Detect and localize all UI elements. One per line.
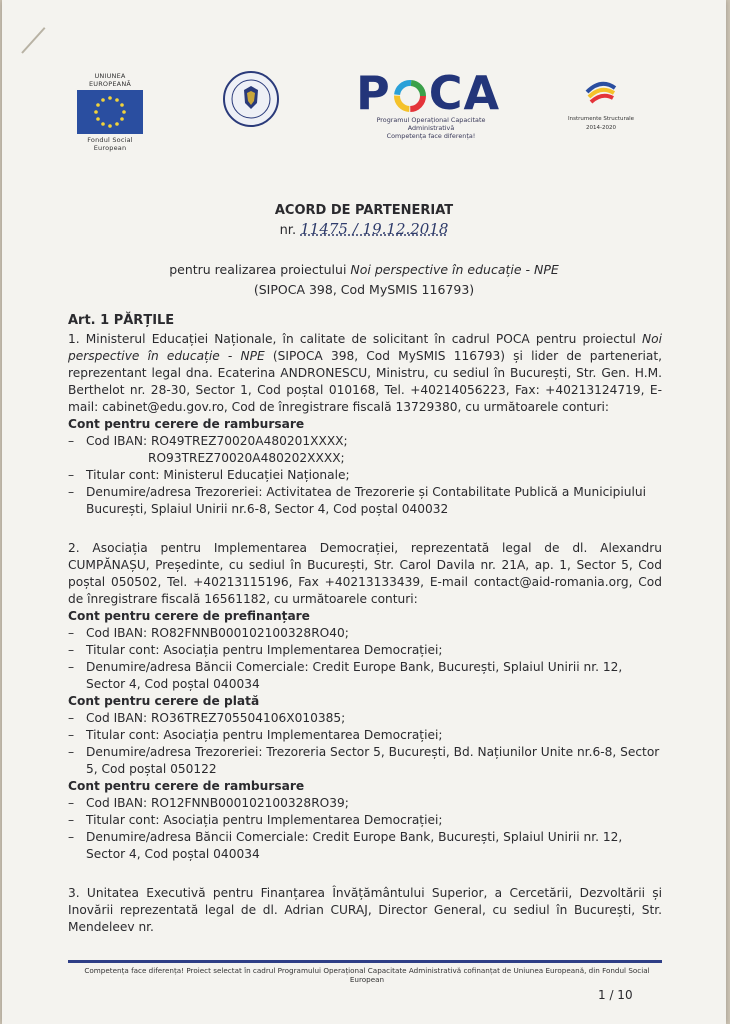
party-2-account-3-holder: – Titular cont: Asociația pentru Implementarea Democrației;	[68, 812, 662, 829]
document-body	[68, 312, 662, 936]
poca-logo	[356, 66, 506, 140]
party-1-treasury: – Denumire/adresa Trezoreriei: Activitatea de Trezorerie și Contabilitate Publică a Municipiului București, Splaiul Unirii nr.6-8, Sector 4, Cod poștal 040032	[68, 484, 662, 518]
party-3-intro: 3. Unitatea Executivă pentru Finanțarea Învățământului Superior, a Cercetării, Dezvoltării și Inovării reprezentată legal de dl. Adrian CURAJ, Director General, cu sediul în București, Str. Mendeleev nr.	[68, 886, 662, 934]
poca-subtitle: Programul Operațional Capacitate Administrativă	[376, 116, 486, 132]
party-1-iban-2: RO93TREZ70020A480202XXXX;	[148, 451, 345, 465]
document-number	[2, 220, 726, 238]
page-number: 1 / 10	[598, 988, 633, 1002]
party-2-account-2-holder: – Titular cont: Asociația pentru Implementarea Democrației;	[68, 727, 662, 744]
structural-instruments-years: 2014-2020	[586, 125, 616, 131]
project-codes: (SIPOCA 398, Cod MySMIS 116793)	[253, 282, 475, 297]
poca-letter-p: P	[356, 66, 391, 120]
party-1-intro-a: 1. Ministerul Educației Naționale, în calitate de solicitant în cadrul POCA pentru proiectul	[68, 332, 643, 346]
poca-ring-icon	[392, 75, 428, 111]
party-2-intro: 2. Asociația pentru Implementarea Democrației, reprezentată legal de dl. Alexandru CUMPĂNAȘU, Președinte, cu sediul în București, Str. Carol Davila nr. 21A, ap. 1, Sector 5, Cod poștal 050502, Tel. +40213115196, Fax +40213133439, E-mail contact@aid-romania.org, Cod de înregistrare fiscală 16561182, cu următoarele conturi:	[68, 541, 662, 606]
number-label: nr.	[279, 223, 297, 238]
eu-logo-caption: Fondul Social European	[87, 136, 133, 152]
structural-instruments-logo	[568, 70, 634, 136]
government-seal-icon	[222, 70, 280, 128]
staple-mark	[21, 27, 45, 54]
handwritten-number-date: 11475 / 19.12.2018	[300, 220, 449, 238]
party-2-account-3-heading: Cont pentru cerere de rambursare	[68, 779, 305, 793]
party-2-account-1-heading: Cont pentru cerere de prefinanțare	[68, 609, 310, 623]
footer-text: Competența face diferența! Proiect selectat în cadrul Programului Operațional Capacitate Administrativă cofinanțat de Uniunea Europeană, din Fondul Social European	[84, 966, 650, 984]
party-2-account-3-iban: – Cod IBAN: RO12FNNB000102100328RO39;	[68, 795, 662, 812]
structural-instruments-caption: Instrumente Structurale	[568, 116, 634, 122]
party-1-iban-1: – Cod IBAN: RO49TREZ70020A480201XXXX;	[68, 433, 662, 450]
party-1-intro-b: (SIPOCA 398, Cod MySMIS 116793) și lider de parteneriat, reprezentant legal dna. Ecaterina ANDRONESCU, Ministru, cu sediul în București, Str. Gen. H.M. Berthelot nr. 28-30, Sector 1, Cod poștal 010168, Tel. +40214056223, Fax: +40213124719, E-mail: cabinet@edu.gov.ro, Cod de înregistrare fiscală 13729380, cu următoarele conturi:	[68, 349, 662, 414]
party-2-account-2-treasury: – Denumire/adresa Trezoreriei: Trezoreria Sector 5, București, Bd. Națiunilor Unite nr.6-8, Sector 5, Cod poștal 050122	[68, 744, 662, 778]
party-2-account-3-bank: – Denumire/adresa Băncii Comerciale: Credit Europe Bank, București, Splaiul Unirii nr. 12, Sector 4, Cod poștal 040034	[68, 829, 662, 863]
party-1-holder: – Titular cont: Ministerul Educației Naționale;	[68, 467, 662, 484]
eu-flag-icon	[77, 90, 143, 134]
document-page	[2, 0, 726, 1024]
poca-wordmark	[356, 66, 506, 120]
footer-divider	[68, 960, 662, 963]
party-2-account-2-iban: – Cod IBAN: RO36TREZ705504106X010385;	[68, 710, 662, 727]
party-1-project: Noi perspective în educație - NPE	[68, 332, 662, 363]
article-heading: Art. 1 PĂRȚILE	[68, 313, 175, 328]
party-2-account-2-heading: Cont pentru cerere de plată	[68, 694, 260, 708]
eu-logo-title: UNIUNEA EUROPEANĂ	[88, 72, 132, 88]
party-2-account-1-bank: – Denumire/adresa Băncii Comerciale: Credit Europe Bank, București, Splaiul Unirii nr. 12, Sector 4, Cod poștal 040034	[68, 659, 662, 693]
party-1-account-heading: Cont pentru cerere de rambursare	[68, 417, 305, 431]
purpose-prefix: pentru realizarea proiectului	[169, 262, 351, 277]
poca-slogan: Competența face diferența!	[386, 132, 476, 140]
project-name: Noi perspective în educație - NPE	[350, 262, 559, 277]
structural-instruments-icon	[581, 70, 621, 110]
document-title: ACORD DE PARTENERIAT	[274, 203, 454, 218]
party-1-intro	[68, 331, 662, 416]
party-2-account-1-iban: – Cod IBAN: RO82FNNB000102100328RO40;	[68, 625, 662, 642]
party-2-account-1-holder: – Titular cont: Asociația pentru Implementarea Democrației;	[68, 642, 662, 659]
eu-logo	[74, 72, 146, 152]
project-purpose	[2, 262, 726, 277]
poca-letters-ca: CA	[428, 66, 501, 120]
